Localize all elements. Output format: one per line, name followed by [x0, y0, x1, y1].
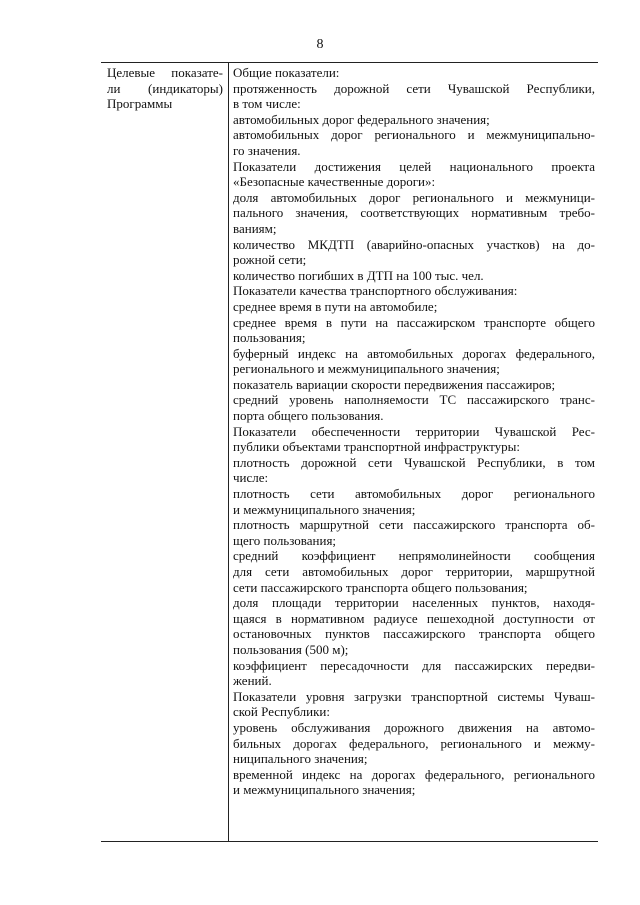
indicator-line: и межмуниципального значения; [233, 782, 416, 798]
indicator-line: Показатели обеспеченности территории Чувашской Рес- [233, 423, 595, 439]
indicator-line: средний уровень наполняемости ТС пассажирского транс- [233, 392, 595, 408]
heading-line: Целевые показате- [107, 65, 223, 80]
indicator-line: пользования; [233, 330, 306, 346]
indicator-line: числе: [233, 470, 269, 486]
indicator-line: автомобильных дорог регионального и межмуниципально- [233, 127, 595, 143]
indicator-line: буферный индекс на автомобильных дорогах федерального, [233, 345, 595, 361]
indicator-line: Общие показатели: [233, 65, 340, 80]
indicator-line: щего пользования; [233, 532, 337, 548]
indicator-line: Показатели достижения целей национального проекта [233, 158, 595, 174]
indicator-line: ской Республики: [233, 704, 330, 720]
indicator-line: доля площади территории населенных пунктов, находя- [233, 595, 595, 611]
indicator-line: пального значения, соответствующих нормативным требо- [233, 205, 595, 221]
indicator-line: среднее время в пути на пассажирском транспорте общего [233, 314, 595, 330]
heading-line: ли (индикаторы) [107, 80, 223, 96]
indicator-line: средний коэффициент непрямолинейности сообщения [233, 548, 595, 564]
indicator-line: показатель вариации скорости передвижения пассажиров; [233, 376, 556, 392]
heading-line: Программы [107, 96, 173, 112]
indicator-line: публики объектами транспортной инфраструктуры: [233, 439, 521, 455]
indicator-line: и межмуниципального значения; [233, 501, 416, 517]
indicator-line: щаяся в нормативном радиусе пешеходной доступности от [233, 610, 595, 626]
indicator-line: порта общего пользования. [233, 408, 384, 424]
indicator-line: «Безопасные качественные дороги»: [233, 174, 436, 190]
indicator-line: временной индекс на дорогах федерального, регионального [233, 766, 595, 782]
indicator-line: остановочных пунктов пассажирского транспорта общего [233, 626, 595, 642]
indicator-line: в том числе: [233, 96, 301, 112]
indicator-line: сети пассажирского транспорта общего пользования; [233, 579, 528, 595]
indicator-line: регионального и межмуниципального значения; [233, 361, 500, 377]
indicators-list-cell [233, 65, 595, 798]
column-divider [228, 63, 229, 841]
indicator-line: го значения. [233, 142, 301, 158]
indicator-line: доля автомобильных дорог регионального и межмуници- [233, 189, 595, 205]
indicator-line: плотность дорожной сети Чувашской Республики, в том [233, 454, 595, 470]
indicator-line: рожной сети; [233, 252, 307, 268]
indicator-line: уровень обслуживания дорожного движения на автомо- [233, 719, 595, 735]
page-number: 8 [316, 37, 324, 52]
indicator-line: жений. [233, 673, 272, 689]
indicator-line: для сети автомобильных дорог территории, маршрутной [233, 564, 595, 579]
indicator-line: пользования (500 м); [233, 641, 349, 657]
indicator-line: количество МКДТП (аварийно-опасных участков) на до- [233, 236, 595, 252]
indicator-line: ваниям; [233, 220, 277, 236]
indicator-line: Показатели качества транспортного обслуживания: [233, 283, 518, 299]
indicator-line: плотность маршрутной сети пассажирского транспорта об- [233, 517, 595, 533]
indicator-line: протяженность дорожной сети Чувашской Республики, [233, 80, 595, 96]
indicator-line: ниципального значения; [233, 751, 368, 767]
program-indicators-table [101, 62, 598, 842]
indicator-line: количество погибших в ДТП на 100 тыс. чел. [233, 267, 484, 283]
indicator-line: бильных дорогах федерального, регионального и межму- [233, 735, 595, 751]
indicator-line: плотность сети автомобильных дорог регионального [233, 486, 595, 502]
indicator-line: Показатели уровня загрузки транспортной системы Чуваш- [233, 688, 595, 704]
indicator-line: коэффициент пересадочности для пассажирских передви- [233, 657, 595, 673]
indicators-heading-cell [107, 65, 223, 112]
indicator-line: среднее время в пути на автомобиле; [233, 298, 438, 314]
indicator-line: автомобильных дорог федерального значения; [233, 111, 490, 127]
